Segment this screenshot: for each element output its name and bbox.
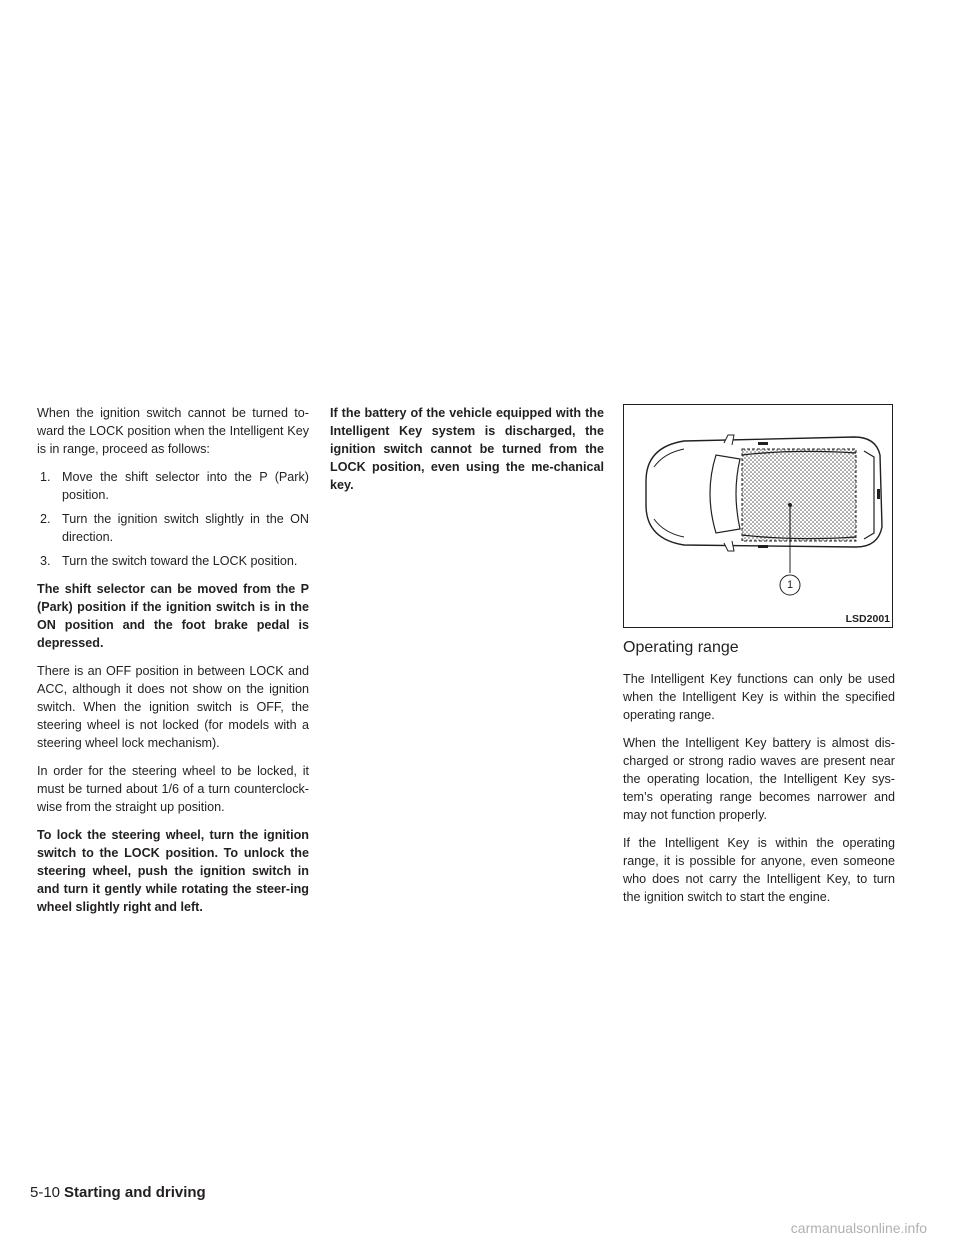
callout-number: 1 (786, 579, 794, 591)
door-handle (758, 545, 768, 548)
site-watermark: carmanualsonline.info (790, 1220, 927, 1236)
step-number: 2. (40, 512, 51, 526)
step-text: Move the shift selector into the P (Park) position. (62, 470, 309, 502)
steering-lock-paragraph: In order for the steering wheel to be locked, it must be turned about 1/6 of a turn counterclock-wise from the straight up position. (37, 764, 309, 814)
section-heading: Operating range (623, 639, 739, 656)
page-number: 5-10 (30, 1184, 61, 1201)
intro-paragraph: When the ignition switch cannot be turned to-ward the LOCK position when the Intelligent Key is in range, proceed as follows: (37, 406, 309, 456)
step-3 (37, 552, 309, 570)
figure-code: LSD2001 (845, 613, 890, 625)
step-2 (37, 510, 309, 546)
step-number: 1. (40, 470, 51, 484)
page-footer (30, 1184, 206, 1202)
windshield-outline (710, 455, 740, 533)
section-title: Starting and driving (64, 1184, 206, 1201)
operating-range-figure (623, 404, 893, 628)
step-number: 3. (40, 554, 51, 568)
off-position-paragraph: There is an OFF position in between LOCK and ACC, although it does not show on the ignition switch. When the ignition switch is OFF, the steering wheel is not locked (for models with a steering wheel lock mechanism). (37, 664, 309, 750)
door-handle (758, 442, 768, 445)
middle-column (330, 404, 604, 504)
vehicle-top-view-illustration (624, 405, 894, 629)
step-1 (37, 468, 309, 504)
step-text: Turn the switch toward the LOCK position. (62, 554, 298, 568)
step-text: Turn the ignition switch slightly in the ON direction. (62, 512, 309, 544)
range-paragraph-3: If the Intelligent Key is within the operating range, it is possible for anyone, even someone who does not carry the Intelligent Key, to turn the ignition switch to start the engine. (623, 836, 895, 904)
range-paragraph-1: The Intelligent Key functions can only be used when the Intelligent Key is within the specified operating range. (623, 672, 895, 722)
right-column (623, 404, 895, 916)
battery-warning: If the battery of the vehicle equipped with the Intelligent Key system is discharged, the ignition switch cannot be turned from the LOCK position, even using the me-chanical key. (330, 406, 604, 492)
lock-steering-note: To lock the steering wheel, turn the ignition switch to the LOCK position. To unlock the steering wheel, push the ignition switch in and turn it gently while rotating the steer-ing wheel slightly right and left. (37, 828, 309, 914)
shift-selector-note: The shift selector can be moved from the P (Park) position if the ignition switch is in the ON position and the foot brake pedal is depressed. (37, 582, 309, 650)
left-column (37, 404, 309, 926)
range-paragraph-2: When the Intelligent Key battery is almost dis-charged or strong radio waves are present near the operating location, the Intelligent Key sys-tem’s operating range becomes narrower and may not function properly. (623, 736, 895, 822)
operating-range-area (742, 449, 856, 541)
procedure-steps (37, 468, 309, 570)
